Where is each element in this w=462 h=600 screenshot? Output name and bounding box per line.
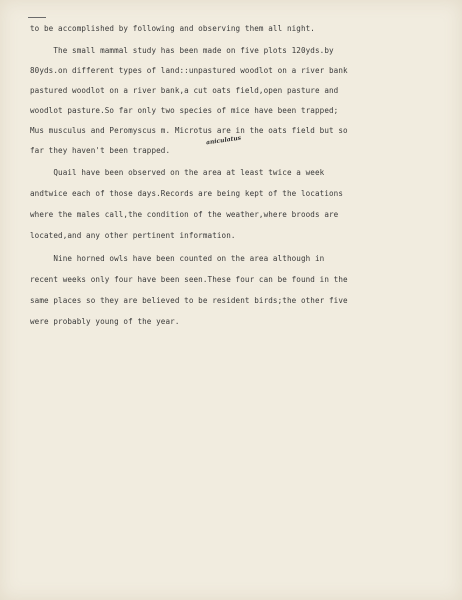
handwritten-annotation: aniculatus [205,134,242,147]
text-line-4: pastured woodlot on a river bank,a cut oats field,open pasture and [30,86,339,95]
text-line-1: to be accomplished by following and observing them all night. [30,24,315,33]
text-line-2: The small mammal study has been made on five plots 120yds.by [30,46,334,55]
text-line-15: were probably young of the year. [30,317,180,326]
text-line-8: Quail have been observed on the area at least twice a week [30,168,325,177]
text-line-3: 80yds.on different types of land::unpastured woodlot on a river bank [30,66,348,75]
text-line-9: andtwice each of those days.Records are being kept of the locations [30,189,344,198]
text-line-13: recent weeks only four have been seen.These four can be found in the [30,275,348,284]
text-line-12: Nine horned owls have been counted on the area although in [30,254,325,263]
text-line-11: located,and any other pertinent information. [30,231,236,240]
text-line-7: far they haven't been trapped. [30,146,171,155]
text-line-10: where the males call,the condition of the weather,where broods are [30,210,339,219]
corner-pencil-mark [28,17,46,18]
text-line-14: same places so they are believed to be resident birds;the other five [30,296,348,305]
text-line-6: Mus musculus and Peromyscus m. Microtus are in the oats field but so [30,126,348,135]
text-line-5: woodlot pasture.So far only two species of mice have been trapped; [30,106,339,115]
